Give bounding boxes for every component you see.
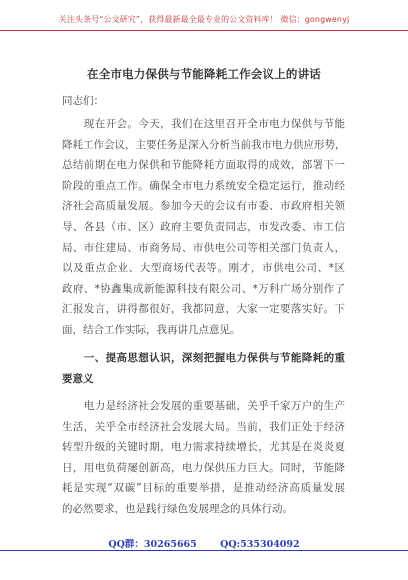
salutation: 同志们： bbox=[62, 95, 104, 107]
section-heading-1 bbox=[62, 348, 345, 389]
paragraph-line: 转型升级的关键时期，电力需求持续增长，尤其是在炎炎夏 bbox=[62, 441, 345, 454]
paragraph-line: 总结前期在电力保供和节能降耗方面取得的成效，部署下一 bbox=[62, 159, 345, 172]
paragraph-line: 汇报发言，讲得都很好，我都同意，大家一定要落实好。下 bbox=[62, 303, 345, 316]
paragraph-line: 降耗工作会议，主要任务是深入分析当前我市电力供应形势， bbox=[62, 138, 345, 151]
header-banner: 关注头条号“公文研究”，获得最新最全最专业的公文资料库！ 微信：gongwenyj bbox=[58, 15, 350, 24]
paragraph-line: 导、各县（市、区）政府主要负责同志，市发改委、市工信 bbox=[62, 220, 345, 233]
document-title: 在全市电力保供与节能降耗工作会议上的讲话 bbox=[87, 67, 321, 81]
paragraph-line: 电力是经济社会发展的重要基础，关乎千家万户的生产 bbox=[62, 400, 345, 412]
header-divider bbox=[0, 30, 408, 31]
paragraph-section-1 bbox=[62, 396, 345, 526]
paragraph-line: 日，用电负荷屡创新高，电力保供压力巨大。同时，节能降 bbox=[62, 461, 345, 474]
paragraph-line: 以及重点企业、大型商场代表等。刚才，市供电公司、*区 bbox=[62, 262, 345, 275]
paragraph-line: 阶段的重点工作。确保全市电力系统安全稳定运行，推动经 bbox=[62, 179, 345, 192]
heading-line: 要意义 bbox=[62, 372, 94, 385]
paragraph-line: 济社会高质量发展。参加今天的会议有市委、市政府相关领 bbox=[62, 200, 345, 213]
paragraph-line: 局、市住建局、市商务局、市供电公司等相关部门负责人， bbox=[62, 241, 345, 254]
paragraph-line: 面，结合工作实际，我再讲几点意见。 bbox=[62, 323, 241, 336]
paragraph-line: 政府、*协鑫集成新能源科技有限公司、*万科广场分别作了 bbox=[62, 282, 345, 295]
heading-line: 一、提高思想认识，深刻把握电力保供与节能降耗的重 bbox=[62, 352, 345, 364]
footer-qq-group: QQ群：30265665 bbox=[108, 539, 197, 550]
paragraph-line: 生活，关乎全市经济社会发展大局。当前，我们正处于经济 bbox=[62, 420, 345, 433]
footer-qq: QQ:535304092 bbox=[220, 539, 300, 550]
paragraph-line: 的必然要求，也是践行绿色发展理念的具体行动。 bbox=[62, 502, 293, 515]
paragraph-line: 现在开会。今天，我们在这里召开全市电力保供与节能 bbox=[62, 118, 345, 130]
paragraph-line: 耗是实现“双碳”目标的重要举措，是推动经济高质量发展 bbox=[62, 482, 345, 495]
footer-divider bbox=[0, 550, 408, 551]
footer-contact bbox=[0, 536, 408, 550]
